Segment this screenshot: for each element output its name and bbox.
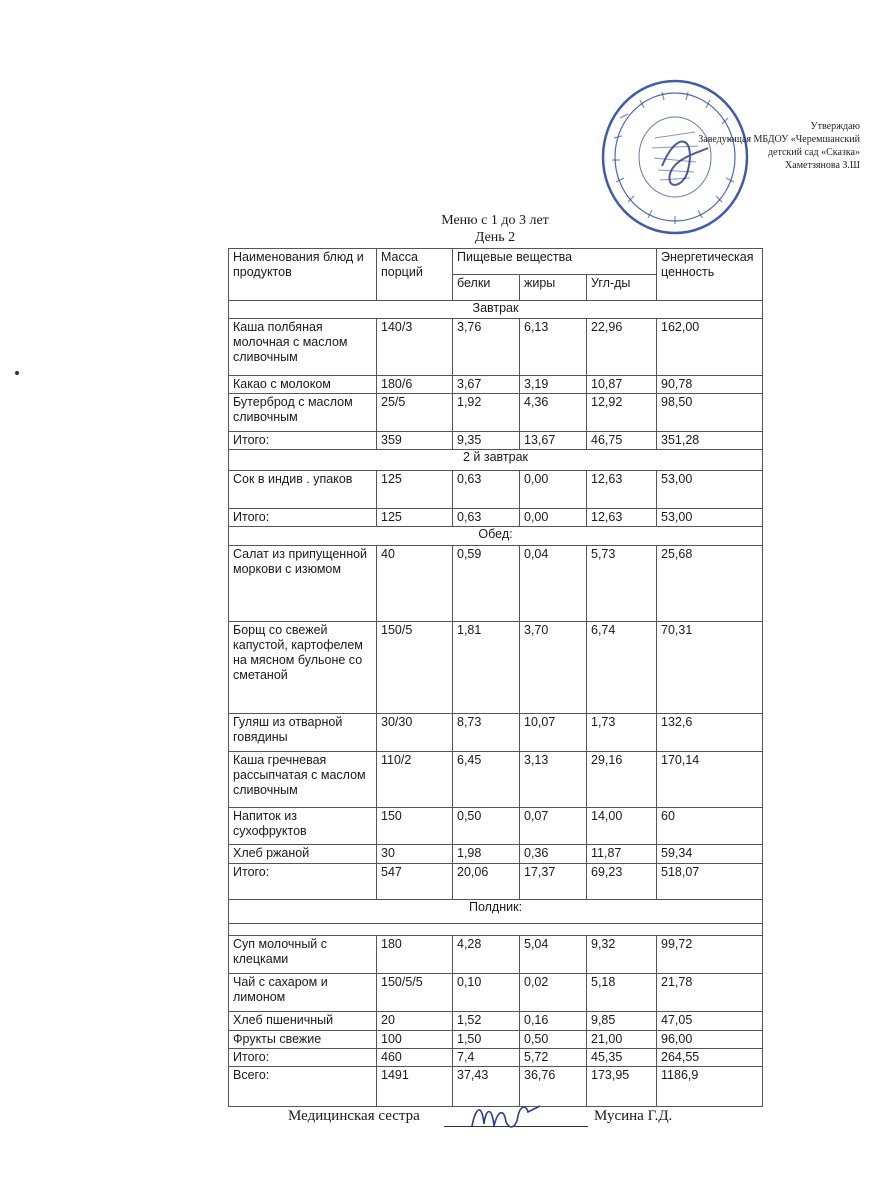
section-lunch: Обед:: [229, 527, 763, 546]
dish-fat: 3,13: [520, 752, 587, 808]
dish-name: Гуляш из отварной говядины: [229, 714, 377, 752]
dish-protein: 0,50: [453, 808, 520, 845]
dish-fat: 3,19: [520, 376, 587, 394]
dish-mass: 150: [377, 808, 453, 845]
dish-mass: 150/5/5: [377, 974, 453, 1012]
total-row: [229, 432, 763, 450]
total-protein: 0,63: [453, 509, 520, 527]
dish-name: Напиток из сухофруктов: [229, 808, 377, 845]
table-row: [229, 471, 763, 509]
dish-name: Чай с сахаром и лимоном: [229, 974, 377, 1012]
table-row: [229, 752, 763, 808]
dish-carbs: 5,73: [587, 546, 657, 622]
dish-fat: 5,04: [520, 936, 587, 974]
dish-carbs: 21,00: [587, 1031, 657, 1049]
total-label: Итого:: [229, 509, 377, 527]
total-row: [229, 864, 763, 900]
total-carbs: 45,35: [587, 1049, 657, 1067]
approval-line-2: Заведующая МБДОУ «Черемшанский: [698, 134, 860, 145]
dish-mass: 150/5: [377, 622, 453, 714]
total-label: Итого:: [229, 1049, 377, 1067]
dish-protein: 0,10: [453, 974, 520, 1012]
dish-mass: 140/3: [377, 319, 453, 376]
approval-line-1: Утверждаю: [810, 121, 860, 132]
dish-protein: 0,59: [453, 546, 520, 622]
dish-mass: 110/2: [377, 752, 453, 808]
section-breakfast: Завтрак: [229, 301, 763, 319]
table-row: [229, 714, 763, 752]
dish-name: Каша гречневая рассыпчатая с маслом сливочным: [229, 752, 377, 808]
grand-total-carbs: 173,95: [587, 1067, 657, 1107]
dish-protein: 1,92: [453, 394, 520, 432]
header-protein: белки: [453, 275, 520, 301]
dish-carbs: 11,87: [587, 845, 657, 864]
grand-total-mass: 1491: [377, 1067, 453, 1107]
dish-energy: 132,6: [657, 714, 763, 752]
dish-carbs: 14,00: [587, 808, 657, 845]
total-carbs: 69,23: [587, 864, 657, 900]
nurse-name: Мусина Г.Д.: [594, 1108, 673, 1124]
dish-mass: 25/5: [377, 394, 453, 432]
total-fat: 0,00: [520, 509, 587, 527]
header-name: Наименования блюд и продуктов: [229, 249, 377, 301]
total-label: Итого:: [229, 864, 377, 900]
grand-total-fat: 36,76: [520, 1067, 587, 1107]
table-row: [229, 622, 763, 714]
dish-energy: 90,78: [657, 376, 763, 394]
table-row: [229, 845, 763, 864]
dish-energy: 96,00: [657, 1031, 763, 1049]
dish-fat: 0,00: [520, 471, 587, 509]
dish-name: Хлеб ржаной: [229, 845, 377, 864]
total-energy: 351,28: [657, 432, 763, 450]
total-fat: 13,67: [520, 432, 587, 450]
dish-name: Суп молочный с клецками: [229, 936, 377, 974]
dish-energy: 99,72: [657, 936, 763, 974]
table-row: [229, 394, 763, 432]
scan-speck: [15, 371, 19, 375]
total-mass: 547: [377, 864, 453, 900]
menu-table: [228, 248, 763, 1107]
approval-line-4: Хаметзянова З.Ш: [785, 160, 860, 171]
total-carbs: 12,63: [587, 509, 657, 527]
grand-total-protein: 37,43: [453, 1067, 520, 1107]
header-mass: Масса порций: [377, 249, 453, 301]
dish-energy: 170,14: [657, 752, 763, 808]
dish-energy: 47,05: [657, 1012, 763, 1031]
total-label: Итого:: [229, 432, 377, 450]
dish-fat: 3,70: [520, 622, 587, 714]
handwritten-signature: [466, 1096, 546, 1136]
dish-carbs: 9,85: [587, 1012, 657, 1031]
title-line-1: Меню с 1 до 3 лет: [441, 213, 549, 228]
total-protein: 7,4: [453, 1049, 520, 1067]
empty-cell: [229, 924, 763, 936]
total-energy: 53,00: [657, 509, 763, 527]
round-stamp: [600, 78, 750, 236]
dish-carbs: 12,92: [587, 394, 657, 432]
total-fat: 17,37: [520, 864, 587, 900]
dish-energy: 53,00: [657, 471, 763, 509]
dish-carbs: 5,18: [587, 974, 657, 1012]
signature-label: Медицинская сестра: [288, 1108, 420, 1124]
dish-protein: 4,28: [453, 936, 520, 974]
dish-name: Каша полбяная молочная с маслом сливочным: [229, 319, 377, 376]
empty-row: [229, 924, 763, 936]
dish-carbs: 1,73: [587, 714, 657, 752]
dish-fat: 10,07: [520, 714, 587, 752]
dish-fat: 6,13: [520, 319, 587, 376]
dish-fat: 0,04: [520, 546, 587, 622]
dish-mass: 100: [377, 1031, 453, 1049]
table-row: [229, 319, 763, 376]
dish-name: Хлеб пшеничный: [229, 1012, 377, 1031]
dish-fat: 0,16: [520, 1012, 587, 1031]
dish-protein: 6,45: [453, 752, 520, 808]
header-nutrients: Пищевые вещества: [453, 249, 657, 275]
dish-carbs: 22,96: [587, 319, 657, 376]
header-energy: Энергетическая ценность: [657, 249, 763, 301]
grand-total-energy: 1186,9: [657, 1067, 763, 1107]
dish-fat: 0,50: [520, 1031, 587, 1049]
dish-protein: 3,67: [453, 376, 520, 394]
table-row: [229, 1031, 763, 1049]
dish-protein: 0,63: [453, 471, 520, 509]
table-row: [229, 974, 763, 1012]
dish-carbs: 9,32: [587, 936, 657, 974]
total-mass: 125: [377, 509, 453, 527]
dish-fat: 4,36: [520, 394, 587, 432]
dish-mass: 20: [377, 1012, 453, 1031]
dish-fat: 0,07: [520, 808, 587, 845]
dish-carbs: 12,63: [587, 471, 657, 509]
dish-energy: 21,78: [657, 974, 763, 1012]
title-line-2: День 2: [474, 230, 516, 245]
grand-total-label: Всего:: [229, 1067, 377, 1107]
dish-name: Сок в индив . упаков: [229, 471, 377, 509]
total-fat: 5,72: [520, 1049, 587, 1067]
document-title: [380, 212, 610, 246]
dish-energy: 162,00: [657, 319, 763, 376]
total-mass: 359: [377, 432, 453, 450]
dish-energy: 25,68: [657, 546, 763, 622]
table-row: [229, 936, 763, 974]
section-snack: Полдник:: [229, 900, 763, 924]
total-row: [229, 1049, 763, 1067]
header-carbs: Угл-ды: [587, 275, 657, 301]
total-mass: 460: [377, 1049, 453, 1067]
total-protein: 9,35: [453, 432, 520, 450]
dish-protein: 1,52: [453, 1012, 520, 1031]
total-protein: 20,06: [453, 864, 520, 900]
dish-energy: 98,50: [657, 394, 763, 432]
dish-protein: 3,76: [453, 319, 520, 376]
total-row: [229, 509, 763, 527]
dish-mass: 30/30: [377, 714, 453, 752]
dish-energy: 70,31: [657, 622, 763, 714]
dish-fat: 0,36: [520, 845, 587, 864]
dish-protein: 1,50: [453, 1031, 520, 1049]
dish-protein: 1,98: [453, 845, 520, 864]
table-row: [229, 546, 763, 622]
dish-energy: 60: [657, 808, 763, 845]
total-energy: 518,07: [657, 864, 763, 900]
dish-name: Салат из припущенной моркови с изюмом: [229, 546, 377, 622]
dish-name: Какао с молоком: [229, 376, 377, 394]
dish-name: Фрукты свежие: [229, 1031, 377, 1049]
dish-energy: 59,34: [657, 845, 763, 864]
table-row: [229, 1012, 763, 1031]
dish-mass: 125: [377, 471, 453, 509]
dish-protein: 1,81: [453, 622, 520, 714]
dish-mass: 180: [377, 936, 453, 974]
dish-mass: 180/6: [377, 376, 453, 394]
section-second-breakfast: 2 й завтрак: [229, 450, 763, 471]
dish-carbs: 10,87: [587, 376, 657, 394]
total-energy: 264,55: [657, 1049, 763, 1067]
dish-carbs: 29,16: [587, 752, 657, 808]
header-fat: жиры: [520, 275, 587, 301]
dish-name: Борщ со свежей капустой, картофелем на мясном бульоне со сметаной: [229, 622, 377, 714]
table-row: [229, 376, 763, 394]
dish-carbs: 6,74: [587, 622, 657, 714]
table-row: [229, 808, 763, 845]
dish-protein: 8,73: [453, 714, 520, 752]
dish-name: Бутерброд с маслом сливочным: [229, 394, 377, 432]
total-carbs: 46,75: [587, 432, 657, 450]
approval-line-3: детский сад «Сказка»: [767, 147, 860, 158]
dish-mass: 30: [377, 845, 453, 864]
dish-mass: 40: [377, 546, 453, 622]
dish-fat: 0,02: [520, 974, 587, 1012]
